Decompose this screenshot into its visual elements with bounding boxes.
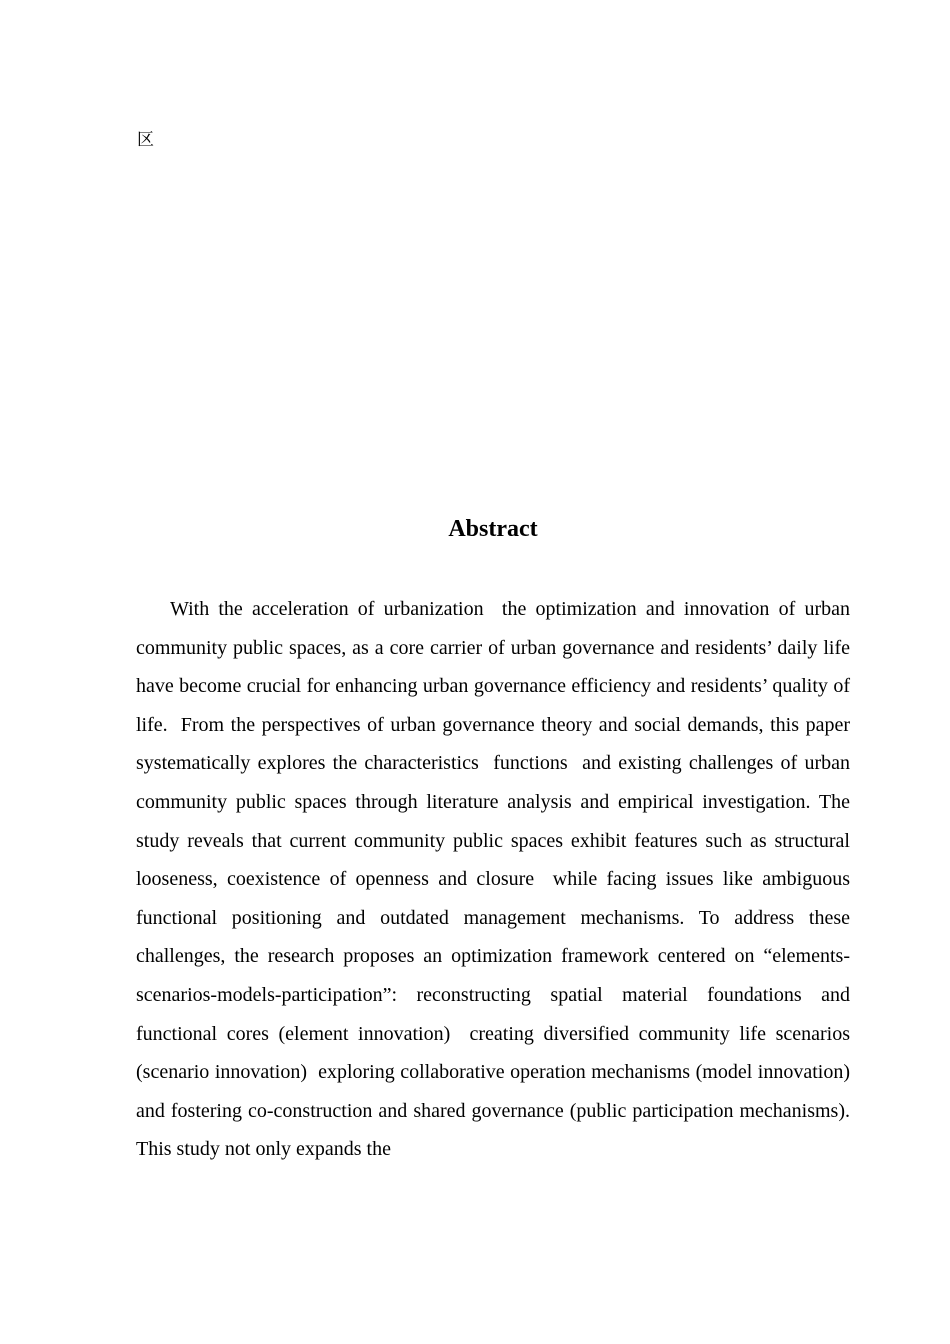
- abstract-title: Abstract: [448, 516, 538, 542]
- abstract-body: With the acceleration of urbanization the optimization and innovation of urban community public spaces, as a core carrier of urban governance and residents’ daily life have become crucial for enhancing urban governance efficiency and residents’ quality of life. From the perspectives of urban governance theory and social demands, this paper systematically explores the characteristics functions and existing challenges of urban community public spaces through literature analysis and empirical investigation. The study reveals that current community public spaces exhibit features such as structural looseness, coexistence of openness and closure while facing issues like ambiguous functional positioning and outdated management mechanisms. To address these challenges, the research proposes an optimization framework centered on “elements-scenarios-models-participation”: reconstructing spatial material foundations and functional cores (element innovation) creating diversified community life scenarios (scenario innovation) exploring collaborative operation mechanisms (model innovation) and fostering co-construction and shared governance (public participation mechanisms). This study not only expands the: [136, 598, 860, 1161]
- header-glyph: 区: [137, 130, 154, 150]
